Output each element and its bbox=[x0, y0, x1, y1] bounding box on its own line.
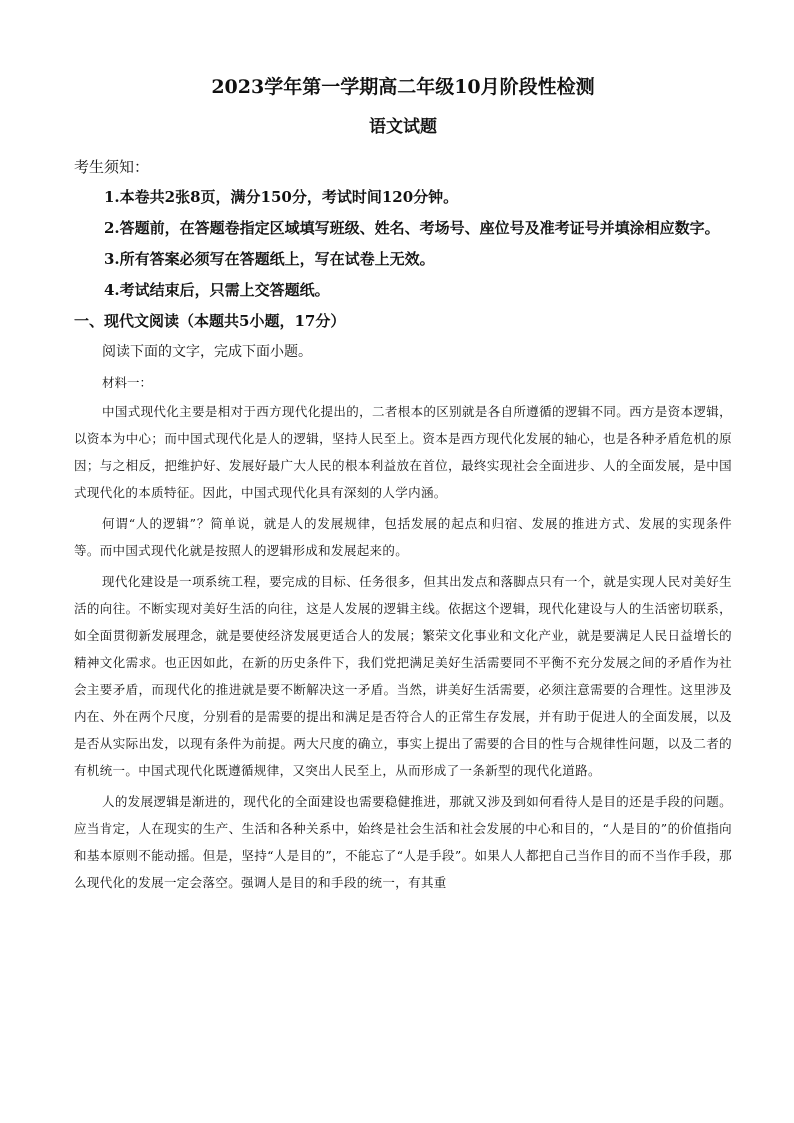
material-paragraph-1: 中国式现代化主要是相对于西方现代化提出的，二者根本的区别就是各自所遵循的逻辑不同。西方是资本逻辑，以资本为中心；而中国式现代化是人的逻辑，坚持人民至上。资本是西方现代化发展的轴心，也是各种矛盾危机的原因；与之相反，把维护好、发展好最广大人民的根本利益放在首位，最终实现社会全面进步、人的全面发展，是中国式现代化的本质特征。因此，中国式现代化具有深刻的人学内涵。 bbox=[74, 404, 732, 500]
notice-heading: 考生须知： bbox=[74, 158, 150, 176]
material-paragraph-4: 人的发展逻辑是渐进的，现代化的全面建设也需要稳健推进，那就又涉及到如何看待人是目的还是手段的问题。应当肯定，人在现实的生产、生活和各种关系中，始终是社会生活和社会发展的中心和目的，“人是目的”的价值指向和基本原则不能动摇。但是，坚持“人是目的”，不能忘了“人是手段”。如果人人都把自己当作目的而不当作手段，那么现代化的发展一定会落空。强调人是目的和手段的统一，有其重 bbox=[74, 794, 732, 890]
material-label: 材料一： bbox=[102, 375, 153, 390]
reading-instruction: 阅读下面的文字，完成下面小题。 bbox=[102, 344, 312, 360]
exam-title: 2023学年第一学期高二年级10月阶段性检测 bbox=[211, 76, 595, 98]
material-paragraph-3: 现代化建设是一项系统工程，要完成的目标、任务很多，但其出发点和落脚点只有一个，就是实现人民对美好生活的向往。不断实现对美好生活的向往，这是人发展的逻辑主线。依据这个逻辑，现代化建设与人的生活密切联系，如全面贯彻新发展理念，就是要使经济发展更适合人的发展；繁荣文化事业和文化产业，就是要满足人民日益增长的精神文化需求。也正因如此，在新的历史条件下，我们党把满足美好生活需要同不平衡不充分发展之间的矛盾作为社会主要矛盾，而现代化的推进就是要不断解决这一矛盾。当然，讲美好生活需要，必须注意需要的合理性。这里涉及内在、外在两个尺度，分别看的是需要的提出和满足是否符合人的正常生存发展，并有助于促进人的全面发展，以及是否从实际出发，以现有条件为前提。两大尺度的确立，事实上提出了需要的合目的性与合规律性问题，以及二者的有机统一。中国式现代化既遵循规律，又突出人民至上，从而形成了一条新型的现代化道路。 bbox=[74, 574, 732, 778]
notice-item-4: 4.考试结束后，只需上交答题纸。 bbox=[104, 281, 330, 299]
exam-subtitle: 语文试题 bbox=[369, 117, 437, 137]
material-paragraph-2: 何谓“人的逻辑”？简单说，就是人的发展规律，包括发展的起点和归宿、发展的推进方式、发展的实现条件等。而中国式现代化就是按照人的逻辑形成和发展起来的。 bbox=[74, 516, 732, 558]
section-heading: 一、现代文阅读（本题共5小题，17分） bbox=[74, 312, 346, 330]
notice-item-2: 2.答题前，在答题卷指定区域填写班级、姓名、考场号、座位号及准考证号并填涂相应数字。 bbox=[104, 219, 720, 237]
notice-item-1: 1.本卷共2张8页，满分150分，考试时间120分钟。 bbox=[104, 188, 459, 206]
notice-item-3: 3.所有答案必须写在答题纸上，写在试卷上无效。 bbox=[104, 250, 435, 268]
